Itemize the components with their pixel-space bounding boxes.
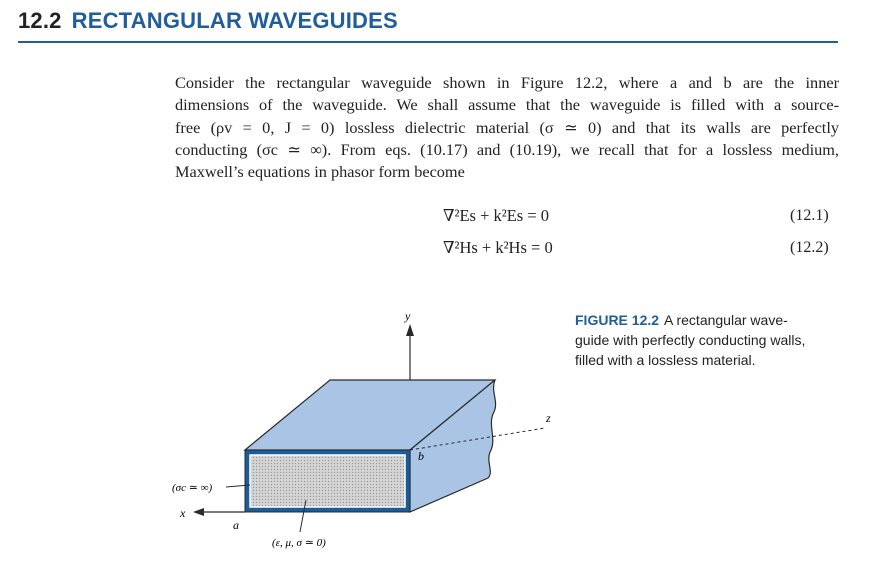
z-axis-label: z [546, 411, 551, 425]
figure-label: FIGURE 12.2 [575, 312, 660, 328]
paragraph-line-3: free (ρv = 0, J = 0) lossless dielectric material (σ ≃ 0) and that its walls are perfectly [175, 117, 839, 137]
equation-12-1: ∇²Es + k²Es = 0 [443, 206, 550, 225]
equation-number-12-2: (12.2) [790, 239, 829, 256]
x-axis-label: x [180, 506, 186, 520]
waveguide-dielectric [250, 455, 405, 507]
wall-conductivity-label: (σc ≃ ∞) [172, 482, 213, 494]
paragraph-line-5: Maxwell’s equations in phasor form become [175, 162, 465, 182]
paragraph-line-2: dimensions of the waveguide. We shall assume that the waveguide is filled with a source- [175, 95, 839, 115]
figure-caption [575, 310, 837, 370]
caption-line-1: A rectangular wave- [664, 312, 788, 328]
paragraph-line-4: conducting (σc ≃ ∞). From eqs. (10.17) and (10.19), we recall that for a lossless medium, [175, 139, 839, 159]
dimension-a-label: a [233, 518, 239, 532]
y-axis-label: y [405, 309, 411, 323]
section-number: 12.2 [18, 8, 62, 33]
x-axis-arrow [193, 508, 204, 516]
caption-line-3: filled with a lossless material. [575, 352, 756, 368]
equation-number-12-1: (12.1) [790, 207, 829, 224]
paragraph-line-1: Consider the rectangular waveguide shown in Figure 12.2, where a and b are the inner [175, 73, 839, 92]
equation-12-2: ∇²Hs + k²Hs = 0 [443, 238, 553, 257]
caption-line-2: guide with perfectly conducting walls, [575, 332, 806, 348]
dimension-b-label: b [418, 449, 424, 463]
y-axis-arrow [406, 324, 414, 336]
medium-properties-label: (ε, μ, σ ≃ 0) [272, 537, 326, 549]
section-title: RECTANGULAR WAVEGUIDES [71, 8, 398, 33]
